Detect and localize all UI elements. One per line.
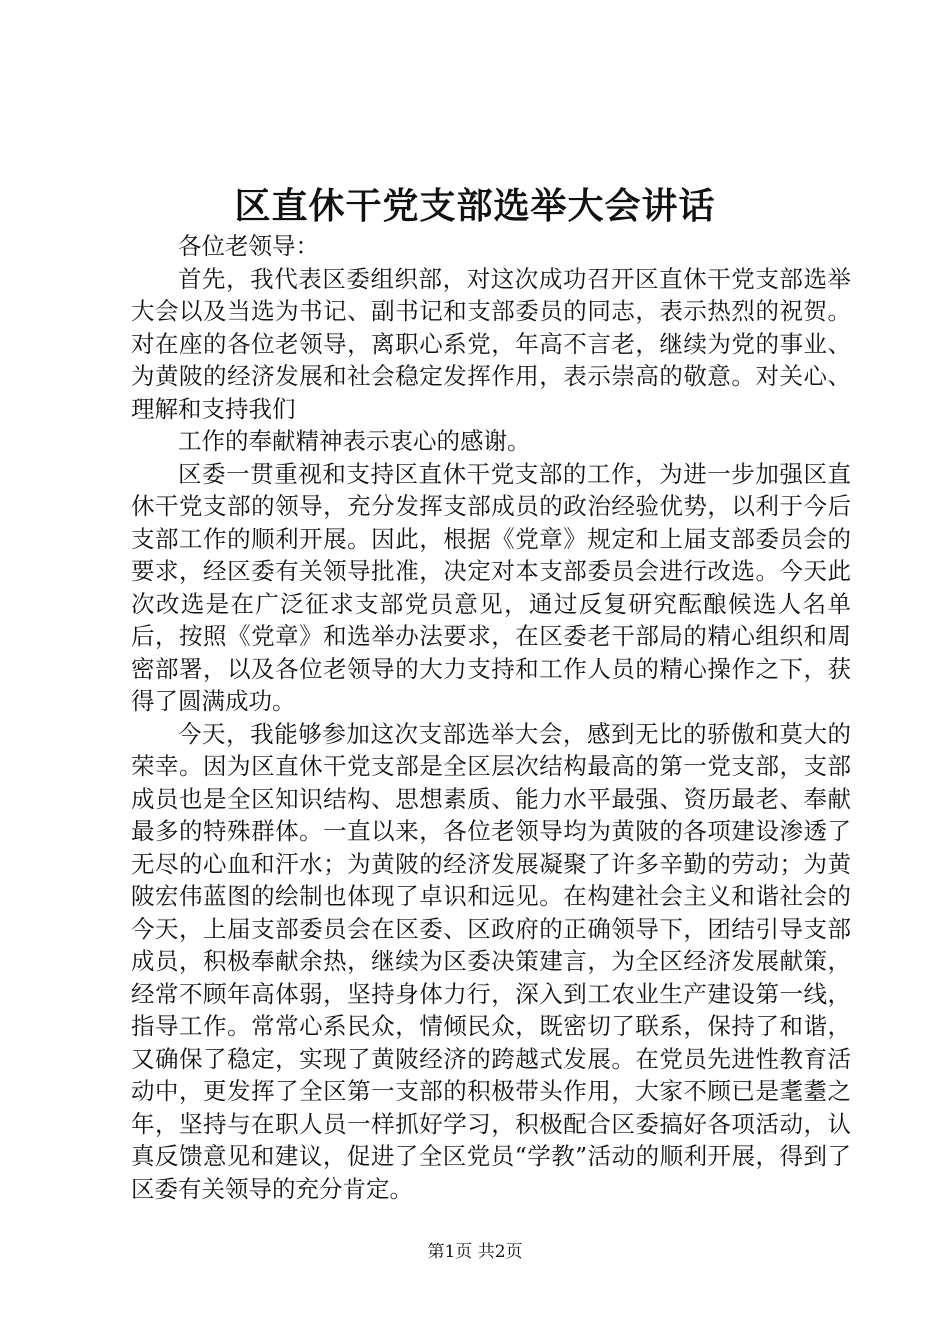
salutation: 各位老领导：: [178, 232, 319, 260]
paragraph-4: 今天，我能够参加这次支部选举大会，感到无比的骄傲和莫大的荣幸。因为区直休干党支部是全区层次结构最高的第一党支部，支部成员也是全区知识结构、思想素质、能力水平最强、资历最老、奉献最多的特殊群体。一直以来，各位老领导均为黄陂的各项建设渗透了无尽的心血和汗水；为黄陂的经济发展凝聚了许多辛勤的劳动；为黄陂宏伟蓝图的绘制也体现了卓识和远见。在构建社会主义和谐社会的今天，上届支部委员会在区委、区政府的正确领导下，团结引导支部成员，积极奉献余热，继续为区委决策建言，为全区经济发展献策，经常不顾年高体弱，坚持身体力行，深入到工农业生产建设第一线，指导工作。常常心系民众，情倾民众，既密切了联系，保持了和谐，又确保了稳定，实现了黄陂经济的跨越式发展。在党员先进性教育活动中，更发挥了全区第一支部的积极带头作用，大家不顾已是耄耋之年，坚持与在职人员一样抓好学习，积极配合区委搞好各项活动，认真反馈意见和建议，促进了全区党员“学教”活动的顺利开展，得到了区委有关领导的充分肯定。: [131, 719, 851, 1203]
paragraph-3: 区委一贯重视和支持区直休干党支部的工作，为进一步加强区直休干党支部的领导，充分发挥支部成员的政治经验优势，以利于今后支部工作的顺利开展。因此，根据《党章》规定和上届支部委员会的要求，经区委有关领导批准，决定对本支部委员会进行改选。今天此次改选是在广泛征求支部党员意见，通过反复研究酝酿候选人名单后，按照《党章》和选举办法要求，在区委老干部局的精心组织和周密部署，以及各位老领导的大力支持和工作人员的精心操作之下，获得了圆满成功。: [131, 459, 851, 715]
document-title: 区直休干党支部选举大会讲话: [234, 185, 716, 227]
page-footer: 第1页 共2页: [427, 1242, 523, 1262]
paragraph-2: 工作的奉献精神表示衷心的感谢。: [178, 427, 531, 455]
paragraph-1: 首先，我代表区委组织部，对这次成功召开区直休干党支部选举大会以及当选为书记、副书记和支部委员的同志，表示热烈的祝贺。对在座的各位老领导，离职心系党，年高不言老，继续为党的事业、为黄陂的经济发展和社会稳定发挥作用，表示崇高的敬意。对关心、理解和支持我们: [131, 264, 851, 423]
document-body: [131, 230, 851, 1205]
